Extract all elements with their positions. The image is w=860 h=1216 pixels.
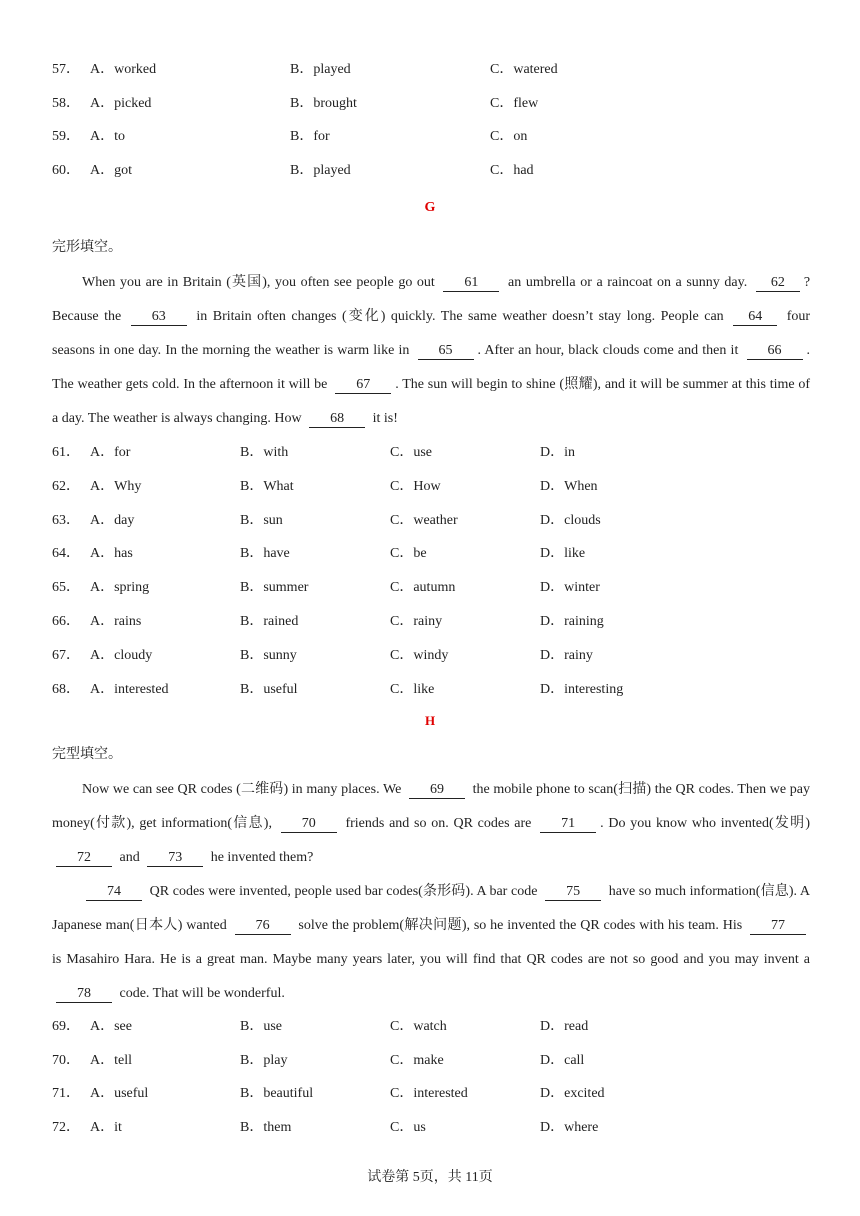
answer-option: C．had — [490, 163, 534, 179]
blank-74: 74 — [86, 883, 142, 901]
question-number: 71． — [52, 1086, 80, 1102]
answer-option: A．rains — [90, 614, 142, 629]
question-number: 67． — [52, 647, 80, 663]
answer-option: D．rainy — [540, 647, 593, 663]
answer-option: C．watch — [390, 1019, 447, 1034]
answer-option: B．summer — [240, 580, 309, 596]
blank-67: 67 — [335, 376, 391, 394]
section-g-passage: When you are in Britain (英国), you often see people go out 61 an umbrella or a raincoat on a sunny day. 62 ? Because the 63 in Britain often changes (变化) quickly. The same weather doesn’t stay long. People can 64 four seasons in one day. In the morning the weather is warm like in 65 . After an hour, black clouds come and then it 66 . The weather gets cold. In the afternoon it will be 67 . The sun will begin to shine (照耀), and it will be summer at this time of a day. The weather is always changing. How 68 it is! — [52, 275, 811, 426]
answer-option: A．it — [90, 1120, 122, 1136]
blank-61: 61 — [443, 274, 499, 292]
question-number: 63． — [52, 512, 80, 528]
answer-option: C．like — [390, 681, 435, 697]
answer-option: B．use — [240, 1019, 282, 1034]
answer-option: B．for — [290, 129, 330, 145]
blank-72: 72 — [56, 849, 112, 867]
answer-option: C．rainy — [390, 614, 443, 629]
answer-option: B．rained — [240, 614, 299, 629]
blank-76: 76 — [235, 917, 291, 935]
answer-option: A．spring — [90, 580, 150, 596]
answer-option: D．When — [540, 478, 598, 494]
answer-option: B．with — [240, 445, 289, 460]
section-h-passage-2: 74 QR codes were invented, people used bar codes(条形码). A bar code 75 have so much information(信息). A Japanese man(日本人) wanted 76 solve the problem(解决问题), so he invented the QR codes with his team. His 77 is Masahiro Hara. He is a great man. Maybe many years later, you will find that QR codes are not so good and you may invent a 78 code. That will be wonderful. — [52, 884, 811, 1001]
question-number: 69． — [52, 1019, 80, 1034]
blank-62: 62 — [756, 274, 800, 292]
answer-option: D．call — [540, 1052, 585, 1068]
question-number: 68． — [52, 681, 80, 697]
blank-68: 68 — [309, 410, 365, 428]
question-number: 59． — [52, 129, 80, 145]
blank-78: 78 — [56, 985, 112, 1003]
blank-63: 63 — [131, 308, 187, 326]
answer-option: A．got — [90, 163, 132, 179]
answer-option: A．useful — [90, 1086, 149, 1102]
answer-option: B．sunny — [240, 647, 297, 663]
section-g-heading: 完形填空。 — [52, 240, 122, 255]
answer-option: A．to — [90, 129, 125, 145]
question-number: 66． — [52, 614, 80, 629]
question-number: 70． — [52, 1052, 80, 1068]
answer-option: A．tell — [90, 1052, 132, 1068]
answer-option: A．worked — [90, 62, 157, 77]
answer-option: A．Why — [90, 478, 142, 494]
answer-option: C．autumn — [390, 580, 456, 596]
answer-option: A．cloudy — [90, 647, 153, 663]
question-number: 58． — [52, 95, 80, 111]
question-number: 72． — [52, 1120, 80, 1136]
answer-option: D．excited — [540, 1086, 605, 1102]
answer-option: C．on — [490, 129, 528, 145]
answer-option: B．them — [240, 1120, 292, 1136]
answer-option: D．in — [540, 445, 575, 460]
answer-option: B．What — [240, 478, 294, 494]
answer-option: B．sun — [240, 512, 283, 528]
blank-65: 65 — [418, 342, 474, 360]
answer-option: D．like — [540, 546, 586, 562]
answer-option: D．clouds — [540, 512, 601, 528]
answer-option: C．watered — [490, 62, 558, 77]
section-h-title: H — [424, 713, 436, 728]
answer-option: A．has — [90, 546, 133, 562]
blank-69: 69 — [409, 781, 465, 799]
question-number: 61． — [52, 445, 80, 460]
answer-option: D．raining — [540, 614, 604, 629]
blank-70: 70 — [281, 815, 337, 833]
answer-option: C．flew — [490, 95, 539, 111]
answer-option: C．be — [390, 546, 427, 562]
answer-option: B．played — [290, 62, 351, 77]
answer-option: B．beautiful — [240, 1086, 314, 1102]
question-number: 62． — [52, 478, 80, 494]
answer-option: C．How — [390, 478, 441, 494]
question-number: 60． — [52, 163, 80, 179]
answer-option: C．make — [390, 1052, 444, 1068]
question-number: 65． — [52, 580, 80, 596]
blank-73: 73 — [147, 849, 203, 867]
question-number: 64． — [52, 546, 80, 562]
answer-option: D．interesting — [540, 681, 624, 697]
answer-option: C．use — [390, 445, 432, 460]
blank-75: 75 — [545, 883, 601, 901]
blank-77: 77 — [750, 917, 806, 935]
answer-option: D．winter — [540, 580, 600, 596]
answer-option: A．for — [90, 445, 131, 460]
answer-option: C．interested — [390, 1086, 468, 1102]
answer-option: C．us — [390, 1120, 426, 1136]
answer-option: A．interested — [90, 681, 169, 697]
answer-option: A．day — [90, 512, 135, 528]
answer-option: A．picked — [90, 95, 152, 111]
blank-71: 71 — [540, 815, 596, 833]
answer-option: D．where — [540, 1120, 599, 1136]
section-h-heading: 完型填空。 — [52, 747, 122, 762]
answer-option: C．windy — [390, 647, 449, 663]
section-g-title: G — [424, 200, 436, 215]
answer-option: B．brought — [290, 95, 357, 111]
page-footer: 试卷第 5页，共 11页 — [367, 1170, 493, 1185]
answer-option: B．play — [240, 1052, 288, 1068]
answer-option: D．read — [540, 1019, 589, 1034]
answer-option: C．weather — [390, 512, 458, 528]
answer-option: B．have — [240, 546, 290, 562]
answer-option: B．played — [290, 163, 351, 179]
blank-64: 64 — [733, 308, 777, 326]
blank-66: 66 — [747, 342, 803, 360]
answer-option: B．useful — [240, 681, 298, 697]
section-h-passage-1: Now we can see QR codes (二维码) in many places. We 69 the mobile phone to scan(扫描) the QR codes. Then we pay money(付款), get information(信息), 70 friends and so on. QR codes are 71 . Do you know who invented(发明) 72 and 73 he invented them? — [52, 782, 811, 865]
question-number: 57． — [52, 62, 80, 77]
answer-option: A．see — [90, 1019, 132, 1034]
